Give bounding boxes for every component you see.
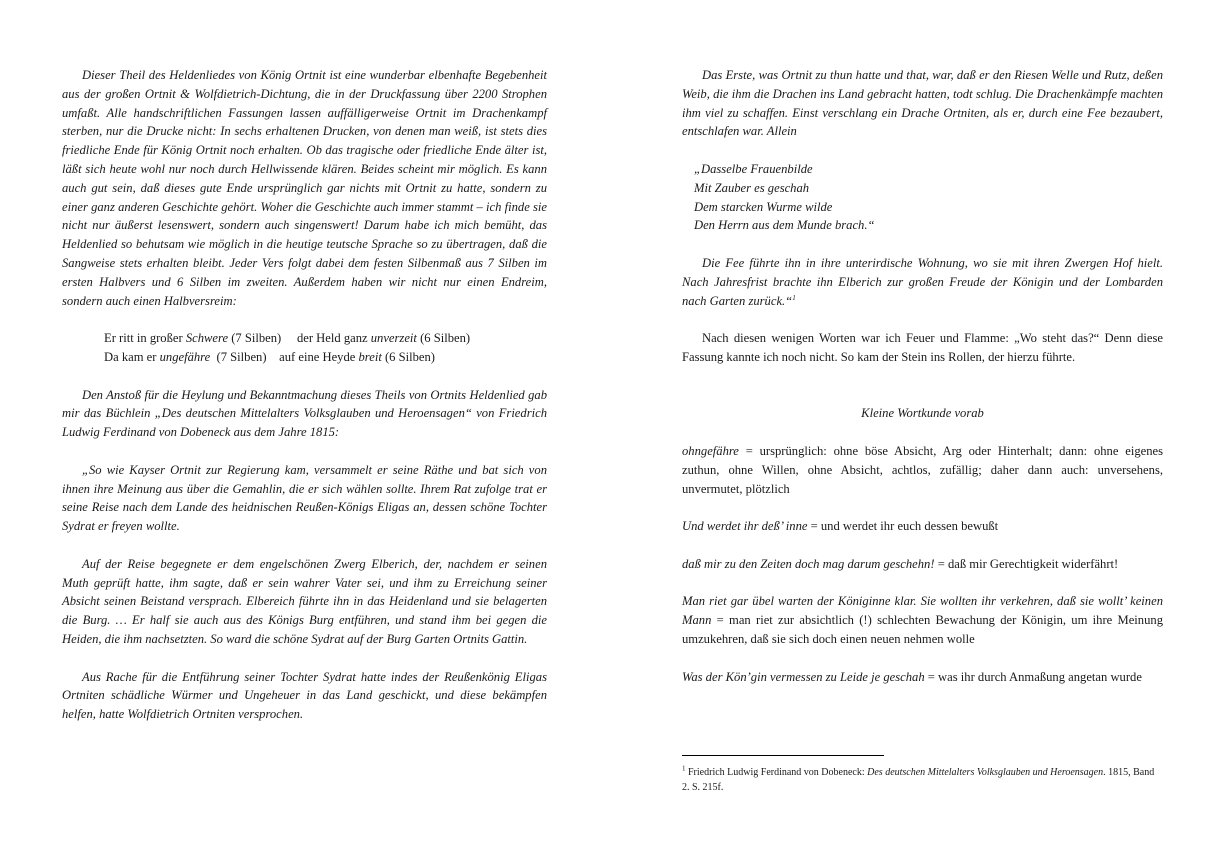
verse-rhyme-word: unverzeit	[370, 331, 417, 346]
verse-rhyme-word: ungefähre	[159, 349, 211, 364]
verse-line-2	[62, 348, 547, 367]
verse-line-1	[62, 329, 547, 348]
glossary-entry	[682, 442, 1163, 498]
quote-paragraph-1: „So wie Kayser Ortnit zur Regierung kam, versammelt er seine Räthe und bat sich von ihnen ihre Meinung aus über die Gemahlin, die er sich wählen sollte. Ihrem Rat zufolge trat er seine Reise nach dem Lande des heidnischen Reußen-Königs Eligas an, dessen schöne Tochter Sydrat er freyen wollte.	[62, 462, 547, 534]
verse-rhyme-word: breit	[358, 349, 382, 364]
glossary-entry	[682, 592, 1163, 648]
quote-paragraph-4: Das Erste, was Ortnit zu thun hatte und that, war, daß er den Riesen Welle und Rutz, deßen Weib, die ihm die Drachen ins Land gebracht hatten, todt schlug. Die Drachenkämpfe machten ihm viel zu schaffen. Einst verschlang ein Drache Ortniten, als er, durch eine Fee bezaubert, entschlafen war. Allein	[682, 68, 1163, 139]
intro-paragraph: Dieser Theil des Heldenliedes von König Ortnit ist eine wunderbar elbenhafte Begebenheit aus der großen Ortnit & Wolfdietrich-Dichtung, die in der Druckfassung über 2200 Strophen umfaßt. Alle handschriftlichen Fassungen lassen auffälligerweise Ortnit im Drachenkampf sterben, nur die Drucke nicht: In sechs erhaltenen Drucken, von denen man weiß, ist stets dies friedliche Ende für König Ortnit noch erhalten. Ob das tragische oder friedliche Ende älter ist, läßt sich heute wohl nur noch durch Hellwissende klären. Beides scheint mir möglich. Es kann auch gut sein, daß dieses gute Ende ursprünglich gar nichts mit Ortnit zu hatte, sondern zu einer ganz anderen Geschichte gehört. Woher die Geschichte auch immer stammt – ich finde sie nicht nur äußerst lesenswert, sondern auch singenswert! Darum habe ich mich bemüht, das Heldenlied so behutsam wie möglich in die heutige teutsche Sprache so zu übertragen, daß die Sangweise stets erhalten bleibt. Jeder Vers folgt dabei dem festen Silbenmaß aus 7 Silben im ersten Halbvers und 6 Silben im zweiten. Außerdem haben wir nicht nur einen Endreim, sondern auch einen Halbversreim:	[62, 68, 547, 308]
poem-line: Den Herrn aus dem Munde brach.“	[694, 218, 875, 233]
glossary-entry	[682, 668, 1163, 687]
glossary-definition: = ursprünglich: ohne böse Absicht, Arg oder Hinterhalt; dann: ohne eigenes zuthun, ohne Willen, ohne Absicht, achtlos, zufällig; daher dann auch: unversehens, unvermutet, plötzlich	[682, 443, 1163, 496]
poem-line: Dem starcken Wurme wilde	[694, 199, 833, 214]
section-heading: Kleine Wortkunde vorab	[861, 406, 984, 421]
glossary-term: Was der Kön’gin vermessen zu Leide je geschah	[682, 669, 925, 684]
quote-text: Die Fee führte ihn in ihre unterirdische Wohnung, wo sie mit ihren Zwergen Hof hielt. Nach Jahresfrist brachte ihn Elberich zur großen Freude der Königin und der Lombarden nach Garten zurück.“	[682, 255, 1163, 308]
left-column	[62, 66, 547, 724]
right-page	[614, 0, 1228, 868]
quote-paragraph-2: Auf der Reise begegnete er dem engelschönen Zwerg Elberich, der, nachdem er seinen Muth geprüft hatte, ihm sagte, daß er sein wahrer Vater sei, und ihm zu Erreichung seiner Absicht seinen Beistand versprach. Elbereich führte ihn in das Heidenland und sie belagerten die Burg. … Er half sie auch aus des Königs Burg entführen, und stand ihm bei gegen die Heiden, die ihm nachsetzten. So ward die schöne Sydrat auf der Burg Garten Ortnits Gattin.	[62, 556, 547, 646]
quote-paragraph-5	[682, 254, 1163, 310]
poem-line: „Dasselbe Frauenbilde	[694, 161, 813, 176]
glossary	[682, 442, 1163, 686]
glossary-definition: = man riet zur absichtlich (!) schlechten Bewachung der Königin, um ihre Meinung umzukehren, daß sie sich doch einen neuen nehmen wolle	[682, 613, 1163, 646]
verse-text: Er ritt in großer	[104, 331, 186, 346]
quote-paragraph-3: Aus Rache für die Entführung seiner Tochter Sydrat hatte indes der Reußenkönig Eligas Ortniten schädliche Würmer und Ungeheuer in das Land geschickt, und diese bekämpfen helfen, hatte Wolfdietrich Ortniten versprochen.	[62, 669, 547, 722]
glossary-term: Man riet gar übel warten der Königinne klar. Sie wollten ihr verkehren, daß sie wollt’ keinen Mann	[682, 594, 1163, 628]
verse-rhyme-word: Schwere	[185, 331, 229, 346]
verse-text: (7 Silben) auf eine Heyde	[210, 349, 359, 364]
after-paragraph: Nach diesen wenigen Worten war ich Feuer und Flamme: „Wo steht das?“ Denn diese Fassung kannte ich noch nicht. So kam der Stein ins Rollen, der hierzu führte.	[682, 331, 1163, 364]
footnote-mark: 1	[682, 764, 686, 773]
footnote-text: . 1815, Band 2. S. 215f.	[682, 767, 1155, 793]
verse-text: Da kam er	[104, 349, 160, 364]
anstoss-paragraph: Den Anstoß für die Heylung und Bekanntmachung dieses Theils von Ortnits Heldenlied gab mir das Büchlein „Des deutschen Mittelalters Volksglauben und Heroensagen“ von Friedrich Ludwig Ferdinand von Dobeneck aus dem Jahre 1815:	[62, 387, 547, 440]
poem-block	[682, 160, 1163, 235]
verse-text: (6 Silben)	[416, 331, 471, 346]
glossary-term: Und werdet ihr deß’ inne	[682, 519, 808, 534]
glossary-entry	[682, 517, 1163, 536]
footnote-reference[interactable]: 1	[792, 293, 796, 302]
glossary-term: ohngefähre	[682, 443, 739, 458]
footnote-separator	[682, 755, 884, 756]
glossary-term: daß mir zu den Zeiten doch mag darum geschehn!	[682, 556, 935, 571]
footnote-title: Des deutschen Mittelalters Volksglauben und Heroensagen	[867, 767, 1104, 778]
poem-line: Mit Zauber es geschah	[694, 180, 810, 195]
verse-text: (7 Silben) der Held ganz	[228, 331, 371, 346]
footnote	[682, 765, 1163, 795]
glossary-entry	[682, 555, 1163, 574]
glossary-definition: = daß mir Gerechtigkeit widerfährt!	[934, 556, 1119, 571]
glossary-definition: = und werdet ihr euch dessen bewußt	[807, 519, 999, 534]
glossary-definition: = was ihr durch Anmaßung angetan wurde	[924, 669, 1142, 684]
right-column	[682, 66, 1163, 686]
footnote-text: Friedrich Ludwig Ferdinand von Dobeneck:	[685, 767, 868, 778]
verse-text: (6 Silben)	[381, 349, 435, 364]
